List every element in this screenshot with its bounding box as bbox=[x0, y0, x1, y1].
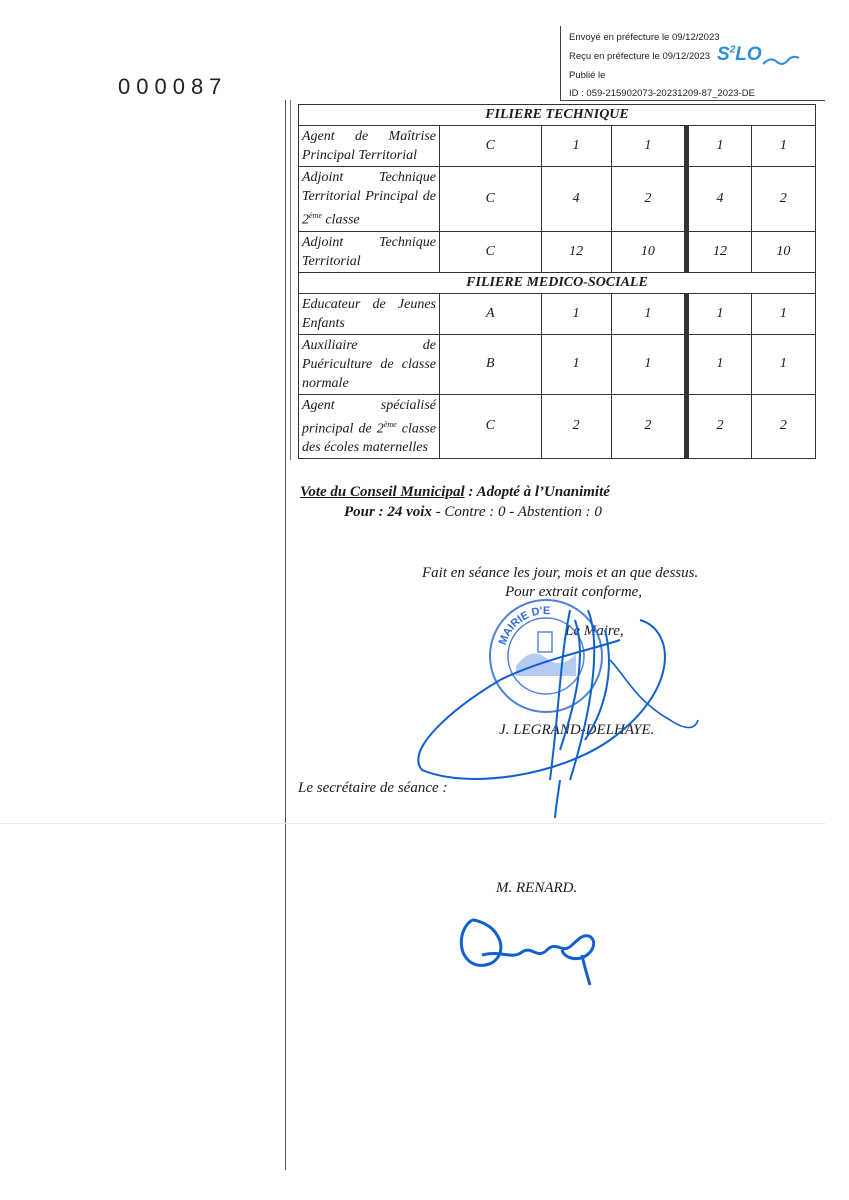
table-row bbox=[299, 334, 816, 394]
grades-table bbox=[298, 104, 816, 459]
vote-result: : Adopté à l’Unanimité bbox=[464, 484, 610, 500]
vote-counts bbox=[344, 504, 602, 521]
maire-title: Le Maire, bbox=[565, 623, 624, 639]
grade-count-v4: 10 bbox=[751, 231, 815, 272]
grade-count-v4: 1 bbox=[751, 293, 815, 334]
secretaire-label: Le secrétaire de séance : bbox=[298, 780, 448, 796]
margin-rule-secondary bbox=[290, 100, 291, 460]
grade-count-v2: 2 bbox=[611, 167, 687, 232]
table-row bbox=[299, 394, 816, 459]
stamp-received: Reçu en préfecture le 09/12/2023 bbox=[569, 51, 711, 62]
grade-count-v3: 4 bbox=[687, 167, 751, 232]
grade-count-v2: 10 bbox=[611, 231, 687, 272]
table-row bbox=[299, 231, 816, 272]
section-header-row bbox=[299, 105, 816, 126]
grade-count-v1: 12 bbox=[541, 231, 611, 272]
grade-label: Agent de Maîtrise Principal Territorial bbox=[299, 126, 440, 167]
grade-count-v3: 1 bbox=[687, 334, 751, 394]
fait-en-seance: Fait en séance les jour, mois et an que dessus. bbox=[422, 565, 699, 581]
grade-count-v4: 1 bbox=[751, 126, 815, 167]
stamp-published: Publié le bbox=[569, 70, 606, 81]
grade-count-v3: 1 bbox=[687, 126, 751, 167]
scan-fold-line bbox=[0, 823, 826, 824]
margin-rule bbox=[285, 100, 286, 1170]
grade-count-v2: 1 bbox=[611, 334, 687, 394]
maire-name: J. LEGRAND-DELHAYE. bbox=[499, 722, 655, 738]
secretary-signature bbox=[452, 910, 602, 990]
grade-count-v3: 2 bbox=[687, 394, 751, 459]
mayor-signature bbox=[410, 580, 700, 820]
grade-category: C bbox=[440, 167, 542, 232]
grade-label: Agent spécialisé principal de 2ème classe des écoles maternelles bbox=[299, 394, 440, 459]
grade-category: C bbox=[440, 126, 542, 167]
grade-category: C bbox=[440, 231, 542, 272]
grade-count-v1: 4 bbox=[541, 167, 611, 232]
table-row bbox=[299, 167, 816, 232]
grade-count-v3: 12 bbox=[687, 231, 751, 272]
vote-contre-abstention: - Contre : 0 - Abstention : 0 bbox=[431, 504, 602, 520]
section-title: FILIERE TECHNIQUE bbox=[299, 105, 816, 126]
vote-title-label: Vote du Conseil Municipal bbox=[300, 484, 465, 500]
stamp-id: ID : 059-215902073-20231209-87_2023-DE bbox=[569, 88, 755, 99]
grade-count-v1: 1 bbox=[541, 126, 611, 167]
vote-title bbox=[300, 484, 610, 501]
prefecture-stamp bbox=[560, 26, 825, 101]
grade-category: A bbox=[440, 293, 542, 334]
grade-count-v2: 2 bbox=[611, 394, 687, 459]
grade-count-v4: 2 bbox=[751, 167, 815, 232]
stamp-sent: Envoyé en préfecture le 09/12/2023 bbox=[569, 32, 720, 43]
s2lo-swoosh-icon bbox=[761, 54, 801, 68]
s2lo-logo: $S^2LO$ bbox=[717, 44, 762, 65]
grade-count-v2: 1 bbox=[611, 293, 687, 334]
grade-count-v4: 2 bbox=[751, 394, 815, 459]
secretaire-name: M. RENARD. bbox=[496, 880, 578, 896]
grade-count-v3: 1 bbox=[687, 293, 751, 334]
table-row bbox=[299, 126, 816, 167]
grade-label: Adjoint Technique Territorial Principal de 2ème classe bbox=[299, 167, 440, 232]
grade-label: Educateur de Jeunes Enfants bbox=[299, 293, 440, 334]
grade-count-v4: 1 bbox=[751, 334, 815, 394]
section-title: FILIERE MEDICO-SOCIALE bbox=[299, 272, 816, 293]
grade-label: Auxiliaire de Puériculture de classe normale bbox=[299, 334, 440, 394]
grade-count-v1: 1 bbox=[541, 293, 611, 334]
vote-pour: Pour : 24 voix bbox=[344, 504, 432, 520]
page-number: 000087 bbox=[118, 74, 228, 99]
section-header-row bbox=[299, 272, 816, 293]
grade-count-v2: 1 bbox=[611, 126, 687, 167]
grade-count-v1: 2 bbox=[541, 394, 611, 459]
pour-extrait-conforme: Pour extrait conforme, bbox=[505, 584, 643, 600]
grade-category: C bbox=[440, 394, 542, 459]
table-row bbox=[299, 293, 816, 334]
grade-count-v1: 1 bbox=[541, 334, 611, 394]
grade-category: B bbox=[440, 334, 542, 394]
seal-text: MAIRIE D'E bbox=[496, 604, 551, 647]
grade-label: Adjoint Technique Territorial bbox=[299, 231, 440, 272]
